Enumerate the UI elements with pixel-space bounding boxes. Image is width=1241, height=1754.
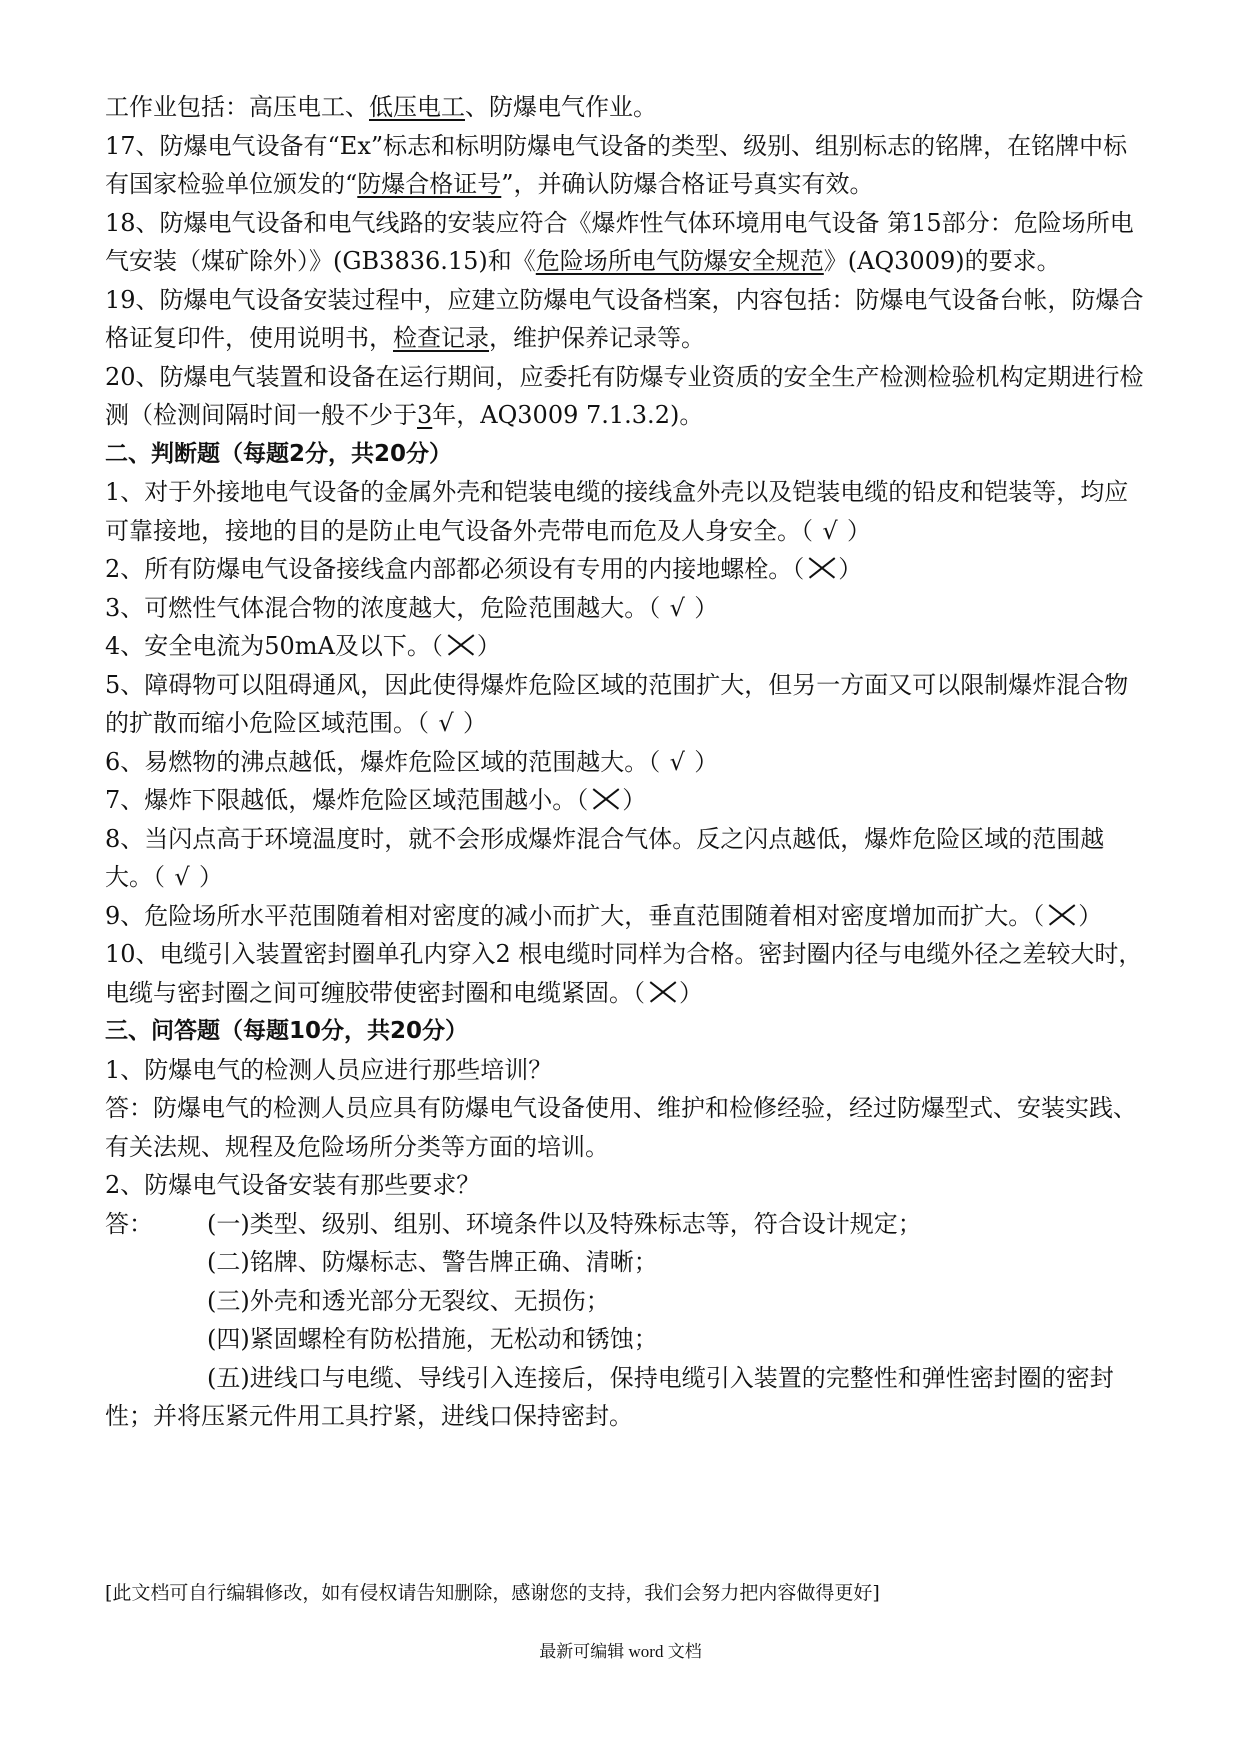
text-run: 19、防爆电气设备安装过程中，应建立防爆电气设备档案，内容包括：防爆电气设备台帐，防爆合格证复印件，使用说明书， [105,285,1144,352]
judgement-text: 2、所有防爆电气设备接线盒内部都必须设有专用的内接地螺栓。（ [105,555,805,583]
judgement-item [105,897,1145,936]
judgement-close: ） [679,978,703,1007]
judgement-item [105,627,1145,666]
judgement-close: ） [463,709,487,737]
judgement-item [105,781,1145,820]
cross-mark-icon [804,550,838,589]
check-mark-icon: √ [822,516,838,545]
judgement-text: 7、爆炸下限越低，爆炸危险区域范围越小。（ [105,786,589,814]
judgement-text: 8、当闪点高于环境温度时，就不会形成爆炸混合气体。反之闪点越低，爆炸危险区域的范围越大。（ [105,824,1105,891]
answer-label: 答： [105,1209,153,1238]
judgement-text: 6、易燃物的沸点越低，爆炸危险区域的范围越大。（ [105,747,661,776]
answer-2-item: (三)外壳和透光部分无裂纹、无损伤； [207,1286,610,1315]
judgement-close: ） [847,516,871,545]
check-mark-icon: √ [669,593,685,622]
text-run: 》(AQ3009)的要求。 [823,247,1061,275]
judgement-item [105,550,1145,589]
judgement-close: ） [622,786,647,814]
check-mark-icon: √ [174,863,190,891]
judgement-item [105,473,1145,550]
answer-2-first [105,1205,1145,1244]
text-run: 工作业包括：高压电工、 [105,93,369,121]
judgement-close: ） [694,747,719,776]
cross-mark-icon [645,974,679,1013]
text-run: 18、防爆电气设备和电气线路的安装应符合《爆炸性气体环境用电气设备 第15部分：危险场所电气安装（煤矿除外）》(GB3836.15)和《 [105,208,1134,275]
footer-note: [此文档可自行编辑修改，如有侵权请告知删除，感谢您的支持，我们会努力把内容做得更好] [105,1582,880,1604]
item-17 [105,127,1145,204]
judgement-close: ） [199,863,223,891]
item-18 [105,204,1145,281]
text-run: 、防爆电气作业。 [465,93,657,121]
footer-caption: 最新可编辑 word 文档 [539,1642,702,1661]
judgement-item [105,743,1145,782]
answer-2-item: (二)铭牌、防爆标志、警告牌正确、清晰； [207,1248,658,1276]
text-run: ”，并确认防爆合格证号真实有效。 [501,170,874,198]
item-16-tail [105,88,1145,127]
check-mark-icon: √ [438,709,454,737]
answer-2-item: (四)紧固螺栓有防松措施，无松动和锈蚀； [207,1325,658,1353]
question-2: 2、防爆电气设备安装有那些要求？ [105,1171,481,1199]
answer-2-item: (五)进线口与电缆、导线引入连接后，保持电缆引入装置的完整性和弹性密封圈的密封性；并将压紧元件用工具拧紧，进线口保持密封。 [105,1363,1114,1430]
section-heading-judgement: 二、判断题（每题2分，共20分） [105,440,453,467]
item-20 [105,358,1145,435]
cross-icon [647,979,677,1005]
answer-2-item: (一)类型、级别、组别、环境条件以及特殊标志等，符合设计规定； [207,1209,922,1238]
check-mark-icon: √ [669,747,685,776]
answer-1: 答：防爆电气的检测人员应具有防爆电气设备使用、维护和检修经验，经过防爆型式、安装实践、有关法规、规程及危险场所分类等方面的培训。 [105,1094,1137,1161]
fill-answer: 3 [417,401,433,429]
text-run: 20、防爆电气装置和设备在运行期间，应委托有防爆专业资质的安全生产检测检验机构定期进行检测（检测间隔时间一般不少于 [105,362,1144,429]
question-1: 1、防爆电气的检测人员应进行那些培训？ [105,1055,553,1084]
text-run: 17、防爆电气设备有“Ex”标志和标明防爆电气设备的类型、级别、组别标志的铭牌，在铭牌中标有国家检验单位颁发的“ [105,131,1128,198]
cross-mark-icon [1044,897,1078,936]
fill-answer: 防爆合格证号 [357,170,502,198]
cross-icon [590,786,620,812]
cross-mark-icon [443,627,477,666]
cross-icon [806,555,836,581]
text-run: ，维护保养记录等。 [489,324,705,352]
text-run: 年，AQ3009 7.1.3.2)。 [432,401,704,429]
fill-answer: 危险场所电气防爆安全规范 [535,247,824,275]
judgement-close: ） [476,632,501,660]
judgement-text: 5、障碍物可以阻碍通风，因此使得爆炸危险区域的范围扩大，但另一方面又可以限制爆炸混合物的扩散而缩小危险区域范围。（ [105,670,1129,737]
cross-icon [1046,902,1076,928]
cross-icon [445,632,475,658]
document-body [105,88,1145,1436]
judgement-item [105,589,1145,628]
judgement-item [105,935,1145,1012]
judgement-close: ） [838,555,863,583]
judgement-list [105,473,1145,1012]
judgement-text: 1、对于外接地电气设备的金属外壳和铠装电缆的接线盒外壳以及铠装电缆的铅皮和铠装等，均应可靠接地，接地的目的是防止电气设备外壳带电而危及人身安全。（ [105,478,1129,545]
section-heading-qa: 三、问答题（每题10分，共20分） [105,1018,469,1044]
fill-answer: 低压电工 [369,93,465,121]
cross-mark-icon [588,781,622,820]
judgement-close: ） [694,593,719,622]
fill-answer: 检查记录 [393,324,489,352]
judgement-item [105,666,1145,743]
judgement-text: 4、安全电流为50mA及以下。（ [105,632,443,660]
judgement-text: 10、电缆引入装置密封圈单孔内穿入2 根电缆时同样为合格。密封圈内径与电缆外径之差较大时，电缆与密封圈之间可缠胶带使密封圈和电缆紧固。（ [105,940,1143,1007]
judgement-text: 9、危险场所水平范围随着相对密度的减小而扩大，垂直范围随着相对密度增加而扩大。（ [105,901,1045,930]
judgement-text: 3、可燃性气体混合物的浓度越大，危险范围越大。（ [105,593,661,622]
judgement-close: ） [1078,901,1103,930]
answer-2 [105,1205,1145,1436]
item-19 [105,281,1145,358]
judgement-item [105,820,1145,897]
